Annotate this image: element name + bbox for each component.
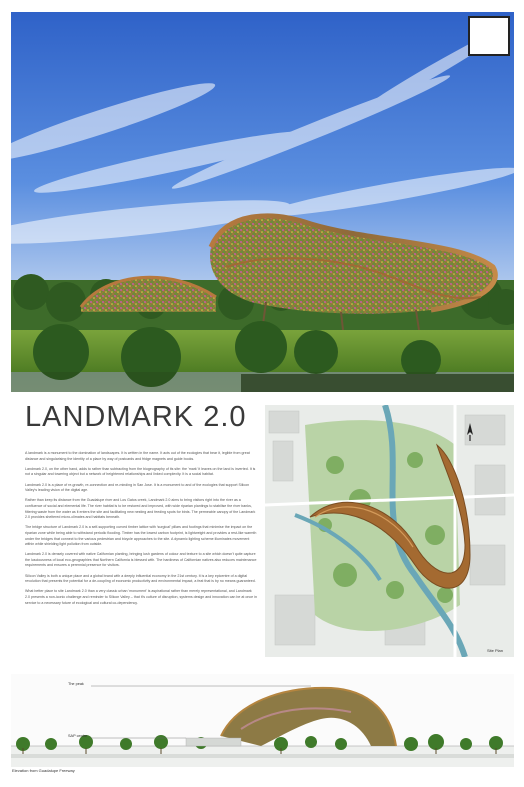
elevation-label-peak: The peak (68, 682, 84, 686)
paragraph: Landmark 2.0 is a place of re-growth, re-connection and re-minding in San Jose. It is a monument to and of the ecologies that support Silicon Valley's leading vision of the digital age. (25, 482, 250, 493)
paragraph: Silicon Valley is both a unique place and a global brand with a deeply influential economy in the 21st century. It is a key epicentre of a digital revolution that presents the potential for a de-coupling of economic productivity and environmental impact, a feat that is by no means guaranteed. (25, 573, 256, 584)
paragraph: Landmark 2.0, on the other hand, adds to rather than subtracting from the biogeography of its site: the 'mark' it leaves on the land is inverted. It is not a singular and towering object but a network of heightened relationships and linked complexity. It is a social habitat. (25, 466, 256, 477)
paragraph: Rather than keep its distance from the Guadalupe river and Los Gatos creek, Landmark 2.0 aims to bring visitors right into the river as a confluence of social and elemental life. The river habitat is to be restored and improved, with wide riparian plantings to stabilise the river banks, filtering waste from the water as it enters the site and facilitating new nesting and feeding spots for birds. The permeable canopy of the Landmark 2.0 provides sheltered micro-climates and habitats beneath. (25, 498, 256, 520)
hero-render-image (11, 12, 514, 392)
site-plan-image (265, 405, 514, 657)
paragraph: What better place to site Landmark 2.0 than a very classic urban 'monument' is aspirational rather than merely representational, and Landmark 2.0 presents a non-iconic challenge and reminder to Silicon Valley – that it's culture of disruption, systems design and innovation can be at once in service to a necessary future of ecological and cultural co-dependency. (25, 589, 257, 605)
page-title: LANDMARK 2.0 (25, 401, 247, 433)
paragraph: The bridge structure of Landmark 2.0 is a self-supporting curved timber lattice with 'surgical' pillars and footings that minimise the impact on the riparian zone while being able to withstand periodic flooding. Timber has the lowest carbon footprint, is lightweight and provides a rest-like warmth under the bridges that connect to the various pedestrian and bicycle approaches to the site. A dynamic lighting scheme illuminates movement within while shielding light pollution from outside. (25, 525, 257, 547)
logo-placeholder (468, 16, 510, 56)
project-description (25, 451, 257, 656)
paragraph: Landmark 2.0 is densely covered with native Californian planting, bringing lush gardens of colour and texture to a site which doesn't quite capture the lusciousness of local eco-geographies that Northern California is blessed with. The hardiness of Californian natives also reduces maintenance requirements and ensures a perennial presence for visitors. (25, 552, 257, 568)
elevation-label-sap: SAP centre (68, 734, 88, 738)
elevation-drawing (11, 674, 514, 767)
paragraph: A landmark is a monument to the domination of landscapes. It is written in the name. It acts out of the ecologies that bear it, legible from great distance and singularising the identity of a place by way of postcards and fridge magnets and guide books. (25, 451, 250, 461)
elevation-caption: Elevation from Guadalupe Freeway (12, 768, 75, 773)
north-arrow-icon (466, 423, 474, 441)
site-plan-caption: Site Plan (487, 648, 504, 653)
